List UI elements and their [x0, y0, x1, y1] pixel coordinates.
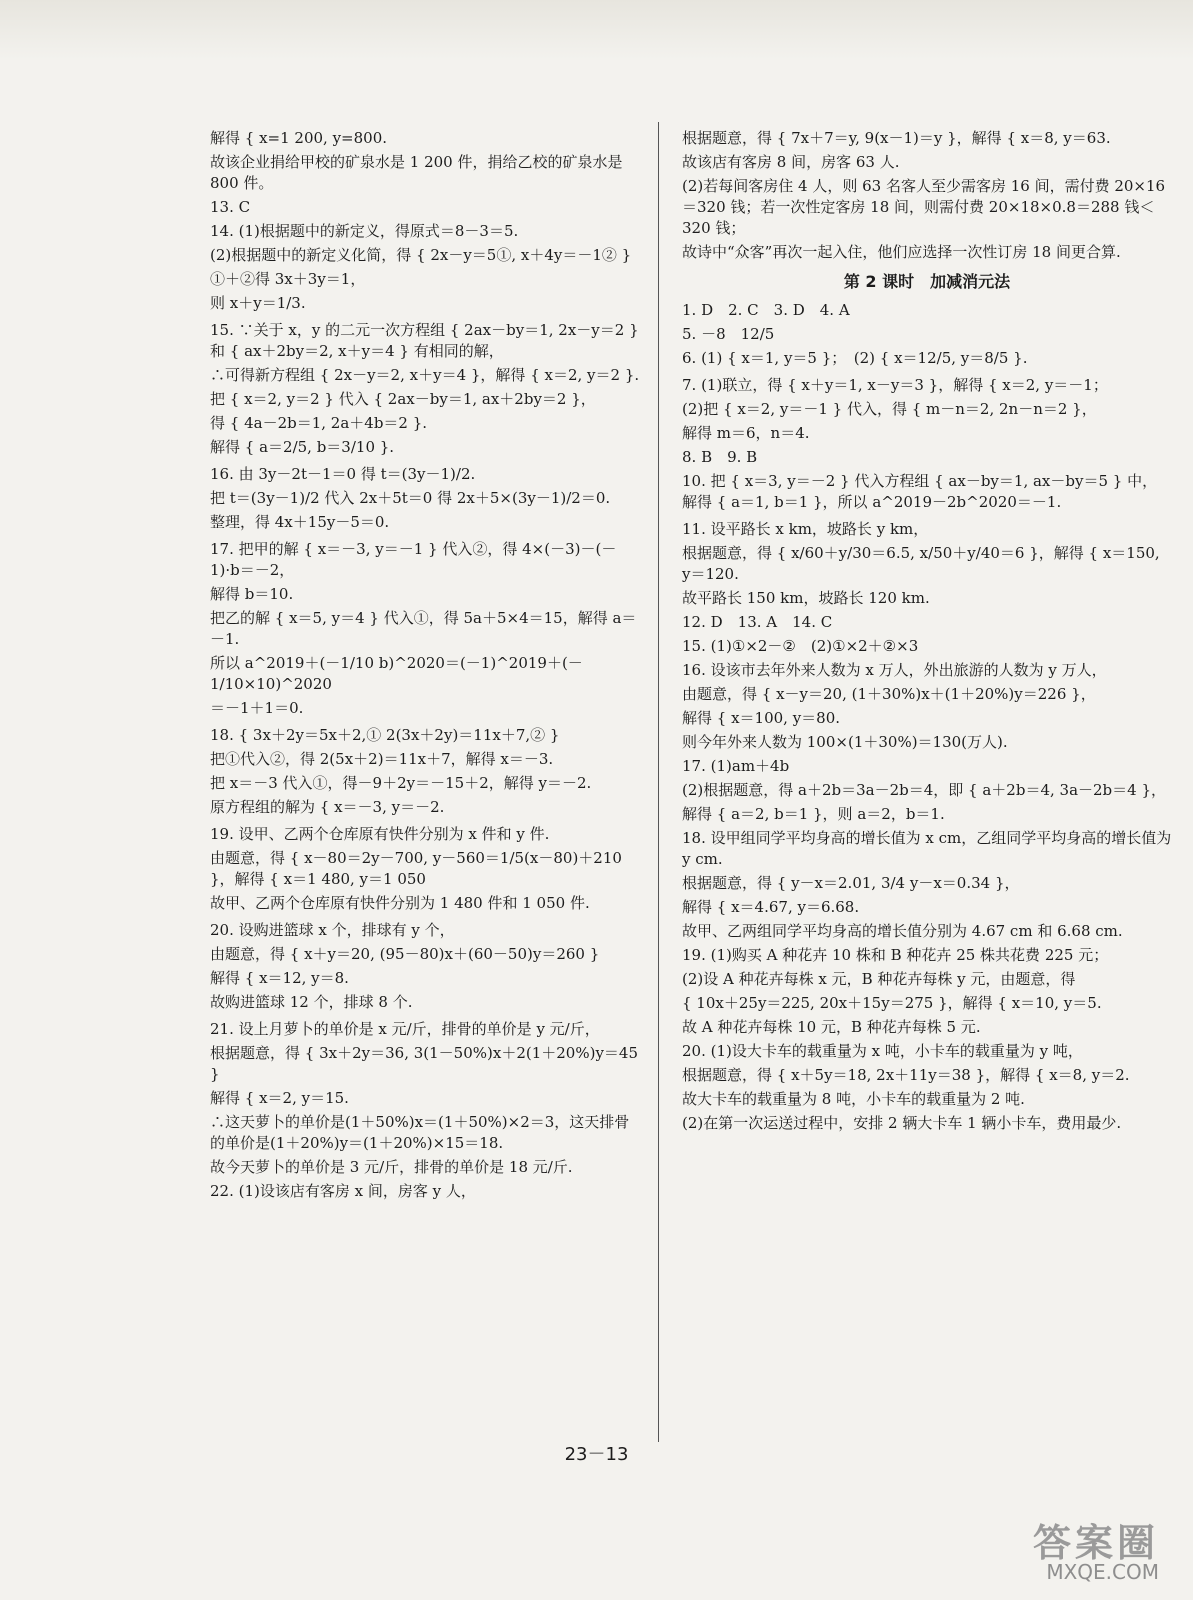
answer-line: 根据题意，得 { x/60＋y/30＝6.5, x/50＋y/40＝6 }，解得 { x＝150, y＝120.: [682, 544, 1160, 583]
answer-line: 7. (1)联立，得 { x＋y＝1, x－y＝3 }，解得 { x＝2, y＝－1；: [682, 376, 1108, 394]
answer-line: ①＋②得 3x＋3y＝1，: [210, 270, 366, 288]
answer-line: 故购进篮球 12 个，排球 8 个.: [210, 993, 413, 1011]
answer-line: 解得 m＝6，n＝4.: [682, 424, 810, 442]
answer-line: 20. 设购进篮球 x 个，排球有 y 个，: [210, 921, 455, 939]
answer-line: 把 x＝－3 代入①，得－9＋2y＝－15＋2，解得 y＝－2.: [210, 774, 592, 792]
answer-line: { 10x＋25y＝225, 20x＋15y＝275 }，解得 { x＝10, y＝5.: [682, 994, 1102, 1012]
answer-line: 解得 { x=1 200, y=800.: [210, 129, 388, 147]
answer-line: 解得 { x＝100, y＝80.: [682, 709, 841, 727]
answer-line: 根据题意，得 { 3x＋2y＝36, 3(1－50%)x＋2(1＋20%)y＝45 }: [210, 1044, 639, 1083]
answer-line: ＝－1＋1＝0.: [210, 699, 304, 717]
answer-line: 由题意，得 { x＋y＝20, (95－80)x＋(60－50)y＝260 }: [210, 945, 600, 963]
answer-line: (2)在第一次运送过程中，安排 2 辆大卡车 1 辆小卡车，费用最少.: [682, 1114, 1122, 1132]
watermark-logo: [989, 1512, 1159, 1584]
answer-line: 把①代入②，得 2(5x＋2)＝11x＋7，解得 x＝－3.: [210, 750, 554, 768]
answer-line: 19. (1)购买 A 种花卉 10 株和 B 种花卉 25 株共花费 225 元；: [682, 946, 1109, 964]
answer-line: 19. 设甲、乙两个仓库原有快件分别为 x 件和 y 件.: [210, 825, 550, 843]
answer-line: (2)根据题中的新定义化简，得 { 2x－y＝5①, x＋4y＝－1② }: [210, 246, 632, 264]
answer-line: 把 t＝(3y－1)/2 代入 2x＋5t＝0 得 2x＋5×(3y－1)/2＝0.: [210, 489, 611, 507]
page-number: 23－13: [564, 1444, 629, 1465]
answer-line: 17. 把甲的解 { x＝－3, y＝－1 } 代入②，得 4×(－3)－(－1)·b＝－2，: [210, 540, 617, 579]
answer-line: (2)把 { x＝2, y＝－1 } 代入，得 { m－n＝2, 2n－n＝2 }，: [682, 400, 1097, 418]
answer-line: 所以 a^2019＋(－1/10 b)^2020＝(－1)^2019＋(－1/10×10)^2020: [210, 654, 583, 693]
answer-line: 则今年外来人数为 100×(1＋30%)＝130(万人).: [682, 733, 1008, 751]
answer-line: 12. D 13. A 14. C: [682, 613, 833, 631]
answer-line: 14. (1)根据题中的新定义，得原式＝8－3＝5.: [210, 222, 519, 240]
answer-line: 把 { x＝2, y＝2 } 代入 { 2ax－by＝1, ax＋2by＝2 }，: [210, 390, 596, 408]
answer-line: 故该企业捐给甲校的矿泉水是 1 200 件，捐给乙校的矿泉水是 800 件。: [210, 153, 623, 192]
answer-line: 根据题意，得 { y－x＝2.01, 3/4 y－x＝0.34 }，: [682, 874, 1020, 892]
answer-line: 故平路长 150 km，坡路长 120 km.: [682, 589, 930, 607]
column-divider: [658, 122, 659, 1442]
answer-line: 则 x＋y＝1/3.: [210, 294, 306, 312]
answer-line: 15. (1)①×2－② (2)①×2＋②×3: [682, 637, 919, 655]
answer-line: 由题意，得 { x－y＝20, (1＋30%)x＋(1＋20%)y＝226 }，: [682, 685, 1096, 703]
answer-line: 10. 把 { x＝3, y＝－2 } 代入方程组 { ax－by＝1, ax－by＝5 } 中，解得 { a＝1, b＝1 }，所以 a^2019－2b^2020＝－1.: [682, 472, 1158, 511]
answer-line: 15. ∵关于 x，y 的二元一次方程组 { 2ax－by＝1, 2x－y＝2 } 和 { ax＋2by＝2, x＋y＝4 } 有相同的解，: [210, 321, 639, 360]
left-column: [210, 128, 640, 1205]
answer-line: 18. { 3x＋2y＝5x＋2,① 2(3x＋2y)＝11x＋7,② }: [210, 726, 560, 744]
answer-line: 16. 设该市去年外来人数为 x 万人，外出旅游的人数为 y 万人，: [682, 661, 1107, 679]
answer-line: 21. 设上月萝卜的单价是 x 元/斤，排骨的单价是 y 元/斤，: [210, 1020, 600, 1038]
answer-line: 17. (1)am＋4b: [682, 757, 790, 775]
answer-line: 5. －8 12/5: [682, 325, 775, 343]
answer-line: 原方程组的解为 { x＝－3, y＝－2.: [210, 798, 445, 816]
answer-line: 故今天萝卜的单价是 3 元/斤，排骨的单价是 18 元/斤.: [210, 1158, 573, 1176]
answer-line: ∴可得新方程组 { 2x－y＝2, x＋y＝4 }，解得 { x＝2, y＝2 }.: [210, 366, 640, 384]
answer-line: 根据题意，得 { x＋5y＝18, 2x＋11y＝38 }，解得 { x＝8, y＝2.: [682, 1066, 1130, 1084]
answer-line: 故甲、乙两个仓库原有快件分别为 1 480 件和 1 050 件.: [210, 894, 590, 912]
answer-line: (2)若每间客房住 4 人，则 63 名客人至少需客房 16 间，需付费 20×16＝320 钱；若一次性定客房 18 间，则需付费 20×18×0.8＝288 钱＜320 钱；: [682, 177, 1166, 237]
watermark-text: 答案圈: [1032, 1521, 1159, 1565]
answer-line: 得 { 4a－2b＝1, 2a＋4b＝2 }.: [210, 414, 428, 432]
right-column: [682, 128, 1172, 1137]
answer-line: 解得 { x＝12, y＝8.: [210, 969, 349, 987]
answer-line: 解得 { x＝4.67, y＝6.68.: [682, 898, 860, 916]
scan-top-shade: [0, 0, 1193, 60]
answer-line: 故该店有客房 8 间，房客 63 人.: [682, 153, 900, 171]
answer-line: 13. C: [210, 198, 251, 216]
answer-line: 解得 b＝10.: [210, 585, 294, 603]
answer-line: 故诗中“众客”再次一起入住，他们应选择一次性订房 18 间更合算.: [682, 243, 1121, 261]
answer-line: 故大卡车的载重量为 8 吨，小卡车的载重量为 2 吨.: [682, 1090, 1025, 1108]
answer-line: 解得 { x＝2, y＝15.: [210, 1089, 349, 1107]
answer-line: 把乙的解 { x＝5, y＝4 } 代入①，得 5a＋5×4＝15，解得 a＝－1.: [210, 609, 637, 648]
answer-line: 由题意，得 { x－80＝2y－700, y－560＝1/5(x－80)＋210 }，解得 { x＝1 480, y＝1 050: [210, 849, 622, 888]
answer-line: 22. (1)设该店有客房 x 间，房客 y 人，: [210, 1182, 476, 1200]
answer-line: 解得 { a＝2/5, b＝3/10 }.: [210, 438, 395, 456]
answer-line: 11. 设平路长 x km，坡路长 y km，: [682, 520, 929, 538]
answer-line: 20. (1)设大卡车的载重量为 x 吨，小卡车的载重量为 y 吨，: [682, 1042, 1083, 1060]
answer-line: 8. B 9. B: [682, 448, 758, 466]
answer-line: (2)设 A 种花卉每株 x 元，B 种花卉每株 y 元，由题意，得: [682, 970, 1076, 988]
answer-line: 1. D 2. C 3. D 4. A: [682, 301, 850, 319]
answer-line: 根据题意，得 { 7x＋7＝y, 9(x－1)＝y }，解得 { x＝8, y＝63.: [682, 129, 1111, 147]
answer-line: (2)根据题意，得 a＋2b＝3a－2b＝4，即 { a＋2b＝4, 3a－2b＝4 }，: [682, 781, 1167, 799]
answer-line: 解得 { a＝2, b＝1 }，则 a＝2，b＝1.: [682, 805, 945, 823]
answer-line: 18. 设甲组同学平均身高的增长值为 x cm，乙组同学平均身高的增长值为 y cm.: [682, 829, 1172, 868]
answer-line: ∴这天萝卜的单价是(1＋50%)x＝(1＋50%)×2＝3，这天排骨的单价是(1＋20%)y＝(1＋20%)×15＝18.: [210, 1113, 630, 1152]
watermark-url: MXQE.COM: [1046, 1560, 1159, 1584]
answer-line: 16. 由 3y－2t－1＝0 得 t＝(3y－1)/2.: [210, 465, 476, 483]
section-heading: 第 2 课时 加减消元法: [843, 272, 1011, 291]
answer-line: 6. (1) { x＝1, y＝5 }； (2) { x＝12/5, y＝8/5 }.: [682, 349, 1028, 367]
answer-line: 整理，得 4x＋15y－5＝0.: [210, 513, 390, 531]
answer-line: 故 A 种花卉每株 10 元，B 种花卉每株 5 元.: [682, 1018, 981, 1036]
answer-line: 故甲、乙两组同学平均身高的增长值分别为 4.67 cm 和 6.68 cm.: [682, 922, 1123, 940]
